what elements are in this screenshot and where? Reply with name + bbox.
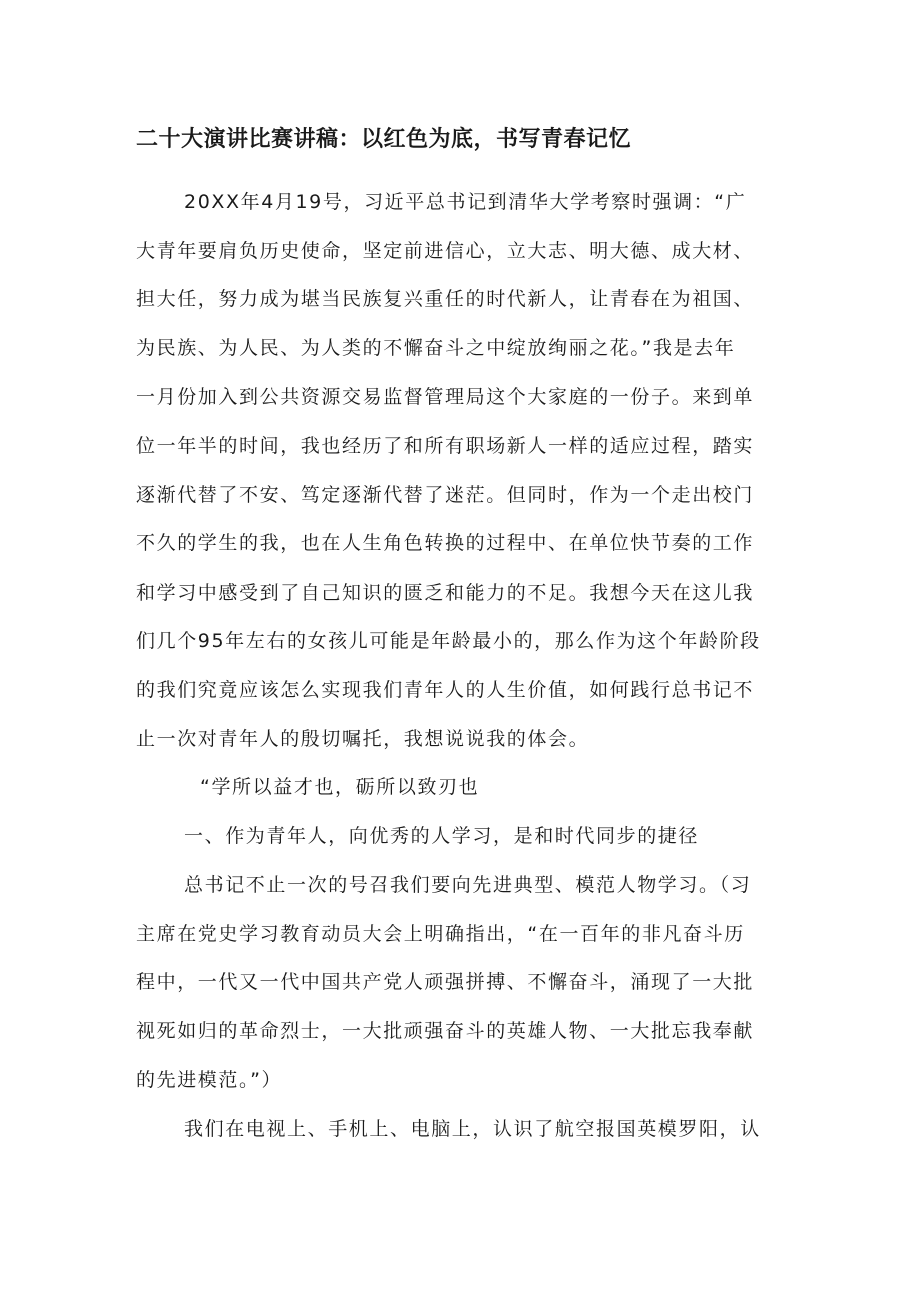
body-line: 总书记不止一次的号召我们要向先进典型、模范人物学习。（习	[184, 874, 752, 896]
body-line: 和学习中感受到了自己知识的匮乏和能力的不足。我想今天在这儿我	[136, 582, 755, 604]
body-line: 程中，一代又一代中国共产党人顽强拼搏、不懈奋斗，涌现了一大批	[136, 971, 755, 993]
body-line: 担大任，努力成为堪当民族复兴重任的时代新人，让青春在为祖国、	[136, 288, 755, 310]
quote-line: “学所以益才也，砺所以致刃也	[200, 776, 480, 798]
body-line: 视死如归的革命烈士，一大批顽强奋斗的英雄人物、一大批忘我奉献	[136, 1020, 755, 1042]
body-line: 逐渐代替了不安、笃定逐渐代替了迷茫。但同时，作为一个走出校门	[136, 484, 755, 506]
body-line: 一月份加入到公共资源交易监督管理局这个大家庭的一份子。来到单	[136, 386, 755, 408]
document-title: 二十大演讲比赛讲稿：以红色为底，书写青春记忆	[136, 127, 632, 152]
body-line: 们几个95年左右的女孩儿可能是年龄最小的，那么作为这个年龄阶段	[136, 630, 761, 652]
body-line: 为民族、为人民、为人类的不懈奋斗之中绽放绚丽之花。”我是去年	[136, 337, 736, 359]
body-line: 我们在电视上、手机上、电脑上，认识了航空报国英模罗阳，认	[184, 1118, 761, 1140]
body-line: 大青年要肩负历史使命，坚定前进信心，立大志、明大德、成大材、	[136, 240, 755, 262]
body-line: 不久的学生的我，也在人生角色转换的过程中、在单位快节奏的工作	[136, 532, 755, 554]
body-line: 位一年半的时间，我也经历了和所有职场新人一样的适应过程，踏实	[136, 435, 755, 457]
body-line: 的先进模范。”）	[136, 1069, 283, 1091]
body-line: 主席在党史学习教育动员大会上明确指出，“在一百年的非凡奋斗历	[136, 923, 745, 945]
section-heading: 一、作为青年人，向优秀的人学习，是和时代同步的捷径	[184, 825, 700, 847]
body-line: 止一次对青年人的殷切嘱托，我想说说我的体会。	[136, 728, 590, 750]
body-line: 的我们究竟应该怎么实现我们青年人的人生价值，如何践行总书记不	[136, 679, 755, 701]
body-line: 20XX年4月19号，习近平总书记到清华大学考察时强调：“广	[184, 191, 747, 213]
